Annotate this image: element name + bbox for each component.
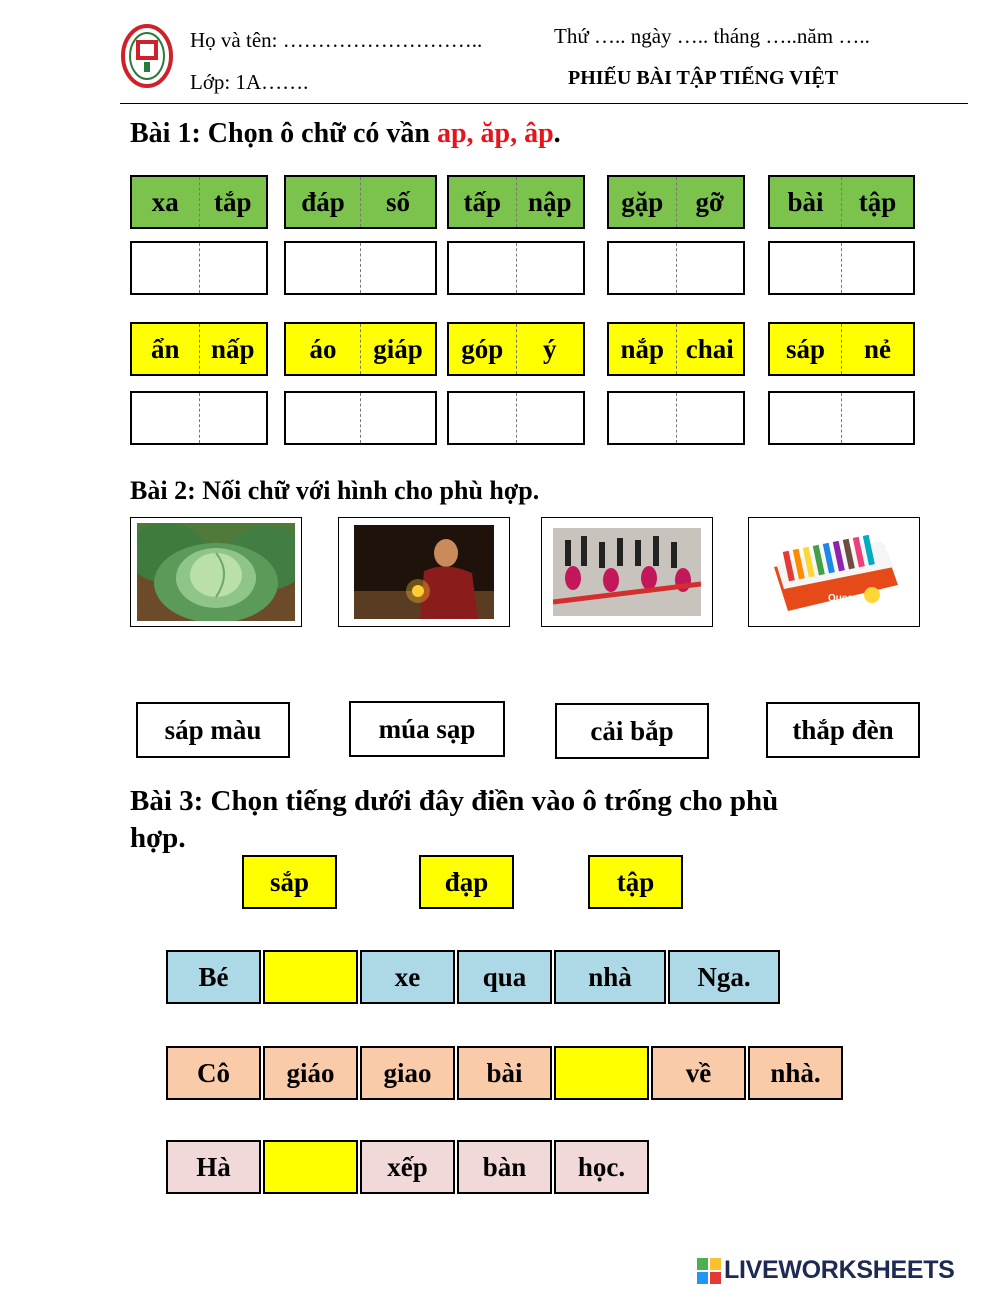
word-cell: nhà.	[748, 1046, 843, 1100]
word-box-thap-den[interactable]: thắp đèn	[766, 702, 920, 758]
word-cell: về	[651, 1046, 746, 1100]
bai1-title-suffix: .	[553, 118, 561, 149]
syllable: góp	[449, 324, 517, 374]
bai1-title-prefix: Bài 1: Chọn ô chữ có vần	[130, 118, 437, 149]
bai1-title	[130, 118, 561, 150]
syllable: nắp	[609, 324, 677, 374]
syllable: áo	[286, 324, 361, 374]
word-cell: giao	[360, 1046, 455, 1100]
class-line: Lớp: 1A…….	[190, 70, 309, 94]
answer-box-6[interactable]	[130, 391, 268, 445]
syllable: giáp	[373, 333, 423, 364]
syllable: nập	[527, 186, 572, 217]
bamboo-dance-image[interactable]	[541, 517, 713, 627]
answer-cell[interactable]	[842, 393, 913, 443]
syllable: ý	[543, 333, 557, 364]
answer-box-9[interactable]	[607, 391, 745, 445]
cabbage-icon	[137, 523, 295, 621]
word-cell: bàn	[457, 1140, 552, 1194]
answer-box-2[interactable]	[284, 241, 437, 295]
syllable: gặp	[609, 177, 677, 227]
syllable: số	[385, 186, 410, 217]
option-dap[interactable]: đạp	[419, 855, 514, 909]
word-cell: qua	[457, 950, 552, 1004]
answer-cell[interactable]	[132, 243, 200, 293]
header-divider	[120, 103, 968, 104]
bai3-title-line2: hợp.	[130, 822, 186, 854]
bai2-title: Bài 2: Nối chữ với hình cho phù hợp.	[130, 476, 540, 505]
word-cell: Hà	[166, 1140, 261, 1194]
syllable: chai	[685, 333, 734, 364]
sentence-1	[166, 950, 782, 1004]
answer-cell[interactable]	[200, 243, 267, 293]
liveworksheets-logo	[697, 1256, 955, 1285]
answer-cell[interactable]	[361, 243, 435, 293]
answer-cell[interactable]	[286, 243, 361, 293]
candle-lighting-icon	[354, 525, 494, 619]
crayons-image[interactable]	[748, 517, 920, 627]
word-card-4[interactable]	[607, 175, 745, 229]
option-sap[interactable]: sắp	[242, 855, 337, 909]
syllable: sáp	[770, 324, 842, 374]
word-box-mua-sap[interactable]: múa sạp	[349, 701, 505, 757]
syllable: tắp	[213, 186, 252, 217]
liveworksheets-brand: LIVEWORKSHEETS	[724, 1256, 955, 1284]
syllable: đáp	[286, 177, 361, 227]
answer-box-7[interactable]	[284, 391, 437, 445]
answer-box-3[interactable]	[447, 241, 585, 295]
answer-cell[interactable]	[770, 243, 842, 293]
answer-box-10[interactable]	[768, 391, 915, 445]
blank-drop-zone[interactable]	[263, 950, 358, 1004]
word-card-9[interactable]	[607, 322, 745, 376]
word-cell: Nga.	[668, 950, 780, 1004]
answer-cell[interactable]	[449, 393, 517, 443]
word-cell: nhà	[554, 950, 666, 1004]
answer-cell[interactable]	[361, 393, 435, 443]
word-cell: xếp	[360, 1140, 455, 1194]
word-box-cai-bap[interactable]: cải bắp	[555, 703, 709, 759]
blank-drop-zone[interactable]	[554, 1046, 649, 1100]
syllable: ẩn	[132, 324, 200, 374]
answer-box-5[interactable]	[768, 241, 915, 295]
syllable: bài	[770, 177, 842, 227]
bai3-title-line1: Bài 3: Chọn tiếng dưới đây điền vào ô trống cho phù	[130, 785, 779, 817]
option-tap[interactable]: tập	[588, 855, 683, 909]
cabbage-image[interactable]	[130, 517, 302, 627]
answer-cell[interactable]	[132, 393, 200, 443]
word-cell: giáo	[263, 1046, 358, 1100]
bamboo-dance-icon	[553, 528, 701, 616]
sheet-title: PHIẾU BÀI TẬP TIẾNG VIỆT	[568, 67, 839, 89]
word-cell: xe	[360, 950, 455, 1004]
liveworksheets-logo-icon	[697, 1258, 721, 1284]
syllable: nẻ	[864, 333, 891, 364]
answer-cell[interactable]	[286, 393, 361, 443]
word-card-3[interactable]	[447, 175, 585, 229]
answer-cell[interactable]	[677, 393, 744, 443]
syllable: tấp	[449, 177, 517, 227]
syllable: xa	[132, 177, 200, 227]
answer-cell[interactable]	[200, 393, 267, 443]
answer-cell[interactable]	[609, 393, 677, 443]
word-card-8[interactable]	[447, 322, 585, 376]
answer-box-1[interactable]	[130, 241, 268, 295]
answer-cell[interactable]	[842, 243, 913, 293]
word-cell: bài	[457, 1046, 552, 1100]
word-cell: Cô	[166, 1046, 261, 1100]
bai3-title	[130, 783, 778, 857]
word-cell: Bé	[166, 950, 261, 1004]
syllable: gỡ	[695, 186, 724, 217]
word-box-sap-mau[interactable]: sáp màu	[136, 702, 290, 758]
sentence-3	[166, 1140, 651, 1194]
word-card-6[interactable]	[130, 322, 268, 376]
word-card-7[interactable]	[284, 322, 437, 376]
word-card-10[interactable]	[768, 322, 915, 376]
lighting-lamp-image[interactable]	[338, 517, 510, 627]
answer-cell[interactable]	[517, 243, 584, 293]
answer-cell[interactable]	[770, 393, 842, 443]
word-card-1[interactable]	[130, 175, 268, 229]
answer-cell[interactable]	[449, 243, 517, 293]
syllable: tập	[858, 186, 897, 217]
sentence-2	[166, 1046, 845, 1100]
blank-drop-zone[interactable]	[263, 1140, 358, 1194]
word-card-2[interactable]	[284, 175, 437, 229]
bai1-rhymes: ap, ăp, âp	[436, 118, 554, 149]
word-card-5[interactable]	[768, 175, 915, 229]
answer-box-8[interactable]	[447, 391, 585, 445]
syllable: nấp	[210, 333, 255, 364]
student-name-line: Họ và tên: ………………………..	[190, 28, 483, 52]
date-line: Thứ ….. ngày ….. tháng …..năm …..	[554, 24, 870, 48]
answer-cell[interactable]	[517, 393, 584, 443]
word-cell: học.	[554, 1140, 649, 1194]
answer-cell[interactable]	[677, 243, 744, 293]
answer-cell[interactable]	[609, 243, 677, 293]
school-logo	[120, 22, 174, 90]
crayon-box-icon	[764, 527, 904, 617]
crayon-brand-label: Queen	[828, 593, 860, 604]
answer-box-4[interactable]	[607, 241, 745, 295]
